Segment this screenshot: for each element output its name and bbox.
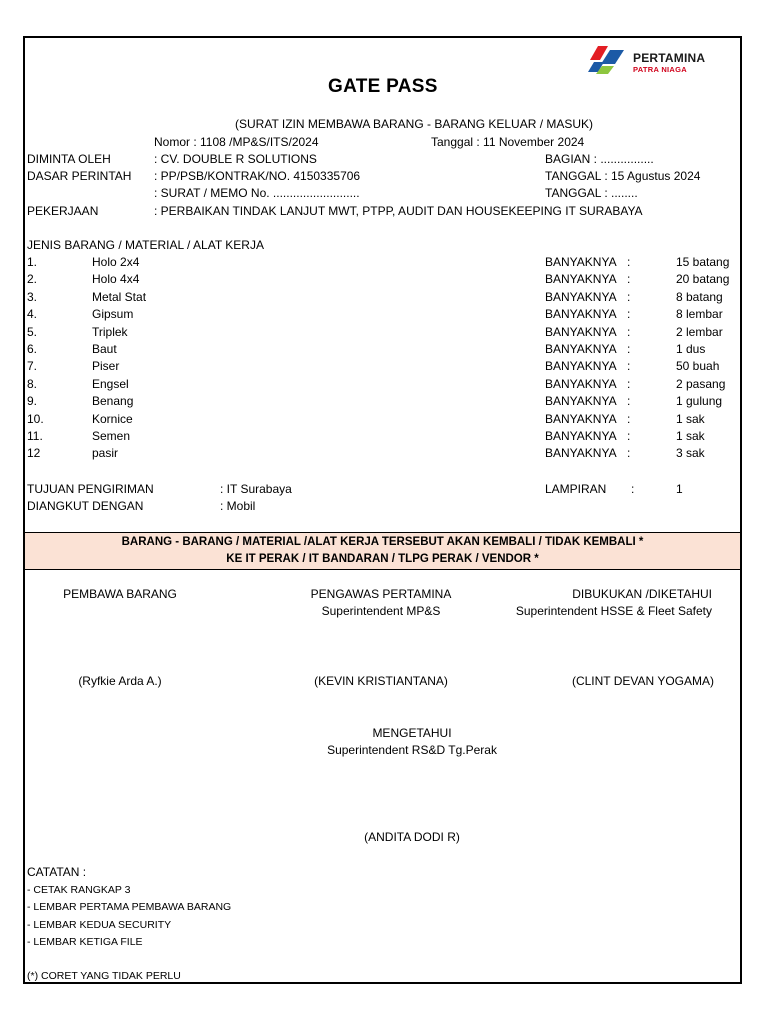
item-quantity: 1 dus <box>676 342 706 356</box>
return-notice <box>25 532 740 570</box>
pertamina-logo <box>588 44 718 78</box>
mengetahui-title: MENGETAHUI <box>372 726 452 740</box>
item-quantity: 50 buah <box>676 359 720 374</box>
footnote: (*) CORET YANG TIDAK PERLU <box>27 970 181 982</box>
tujuan-label: TUJUAN PENGIRIMAN <box>27 482 154 496</box>
qty-label: BANYAKNYA <box>545 446 617 461</box>
qty-colon: : <box>627 359 631 374</box>
document-number: Nomor : 1108 /MP&S/ITS/2024 <box>154 135 319 149</box>
logo-sub: PATRA NIAGA <box>633 65 687 74</box>
tanggal-dasar: TANGGAL : 15 Agustus 2024 <box>545 169 701 183</box>
pengawas-name: (KEVIN KRISTIANTANA) <box>314 674 448 688</box>
item-quantity: 1 gulung <box>676 394 723 409</box>
item-number: 3. <box>27 289 38 304</box>
item-name: Triplek <box>92 324 128 339</box>
item-name: Metal Stat <box>92 289 147 304</box>
item-number: 4. <box>27 307 38 322</box>
item-quantity: 1 sak <box>676 411 705 426</box>
gate-pass-form <box>23 36 742 984</box>
item-quantity: 3 sak <box>676 446 705 461</box>
dasar-value: : PP/PSB/KONTRAK/NO. 4150335706 <box>154 169 361 183</box>
diminta-value: : CV. DOUBLE R SOLUTIONS <box>154 152 317 166</box>
qty-colon: : <box>627 446 631 461</box>
item-quantity: 8 batang <box>676 289 723 304</box>
item-number: 6. <box>27 342 38 356</box>
qty-colon: : <box>627 376 631 391</box>
item-number: 1. <box>27 255 38 269</box>
note-line: - CETAK RANGKAP 3 <box>27 884 131 896</box>
diminta-label: DIMINTA OLEH <box>27 152 111 166</box>
qty-label: BANYAKNYA <box>545 359 617 374</box>
item-name: pasir <box>92 446 119 461</box>
pekerjaan-value: : PERBAIKAN TINDAK LANJUT MWT, PTPP, AUDIT DAN HOUSEKEEPING IT SURABAYA <box>154 204 643 218</box>
item-name: Kornice <box>92 411 133 426</box>
qty-label: BANYAKNYA <box>545 289 617 304</box>
item-name: Gipsum <box>92 307 134 322</box>
note-line: - LEMBAR KETIGA FILE <box>27 936 143 948</box>
pertamina-logo-icon <box>588 44 630 74</box>
item-name: Semen <box>92 429 131 443</box>
dibukukan-name: (CLINT DEVAN YOGAMA) <box>571 674 714 688</box>
document-date: Tanggal : 11 November 2024 <box>431 135 585 149</box>
item-number: 10. <box>27 411 44 426</box>
diangkut-label: DIANGKUT DENGAN <box>27 499 144 513</box>
mengetahui-name: (ANDITA DODI R) <box>364 830 460 844</box>
qty-colon: : <box>627 272 631 287</box>
qty-label: BANYAKNYA <box>545 429 617 443</box>
item-name: Piser <box>92 359 120 374</box>
qty-label: BANYAKNYA <box>545 255 617 269</box>
item-number: 9. <box>27 394 38 409</box>
pengawas-role: Superintendent MP&S <box>321 604 441 618</box>
item-number: 12 <box>27 446 41 461</box>
item-quantity: 1 sak <box>676 429 705 443</box>
notice-line-2: KE IT PERAK / IT BANDARAN / TLPG PERAK / VENDOR * <box>226 553 539 565</box>
qty-label: BANYAKNYA <box>545 411 617 426</box>
item-name: Engsel <box>92 376 129 391</box>
dibukukan-title: DIBUKUKAN /DIKETAHUI <box>572 587 712 601</box>
pembawa-title: PEMBAWA BARANG <box>63 587 177 601</box>
pengawas-title: PENGAWAS PERTAMINA <box>310 587 452 601</box>
subtitle: (SURAT IZIN MEMBAWA BARANG - BARANG KELUAR / MASUK) <box>235 117 594 131</box>
qty-label: BANYAKNYA <box>545 342 617 356</box>
lampiran-colon: : <box>631 482 635 496</box>
qty-colon: : <box>627 342 631 356</box>
qty-label: BANYAKNYA <box>545 394 617 409</box>
item-name: Baut <box>92 342 117 356</box>
lampiran-value: 1 <box>676 482 683 496</box>
qty-colon: : <box>627 255 631 269</box>
qty-colon: : <box>627 307 631 322</box>
bagian-field: BAGIAN : ................ <box>545 152 654 166</box>
item-quantity: 20 batang <box>676 272 730 287</box>
qty-colon: : <box>627 289 631 304</box>
pembawa-name: (Ryfkie Arda A.) <box>78 674 162 688</box>
item-number: 7. <box>27 359 38 374</box>
surat-memo: : SURAT / MEMO No. .......................... <box>154 186 360 200</box>
qty-colon: : <box>627 411 631 426</box>
item-quantity: 2 lembar <box>676 324 723 339</box>
qty-label: BANYAKNYA <box>545 376 617 391</box>
qty-label: BANYAKNYA <box>545 307 617 322</box>
item-quantity: 2 pasang <box>676 376 726 391</box>
qty-label: BANYAKNYA <box>545 324 617 339</box>
qty-colon: : <box>627 324 631 339</box>
items-header: JENIS BARANG / MATERIAL / ALAT KERJA <box>27 238 264 252</box>
item-number: 8. <box>27 376 38 391</box>
tujuan-value: : IT Surabaya <box>220 482 292 496</box>
pekerjaan-label: PEKERJAAN <box>27 204 99 218</box>
item-quantity: 15 batang <box>676 255 730 269</box>
notice-line-1: BARANG - BARANG / MATERIAL /ALAT KERJA TERSEBUT AKAN KEMBALI / TIDAK KEMBALI * <box>121 536 644 548</box>
diangkut-value: : Mobil <box>220 499 256 513</box>
item-quantity: 8 lembar <box>676 307 723 322</box>
item-number: 2. <box>27 272 38 287</box>
item-name: Benang <box>92 394 134 409</box>
item-name: Holo 4x4 <box>92 272 140 287</box>
qty-colon: : <box>627 394 631 409</box>
qty-label: BANYAKNYA <box>545 272 617 287</box>
logo-name: PERTAMINA <box>633 51 706 65</box>
qty-colon: : <box>627 429 631 443</box>
item-number: 11. <box>27 429 43 443</box>
notes-title: CATATAN : <box>27 865 87 879</box>
note-line: - LEMBAR PERTAMA PEMBAWA BARANG <box>27 901 232 913</box>
tanggal-memo: TANGGAL : ........ <box>545 186 638 200</box>
lampiran-label: LAMPIRAN <box>545 482 607 496</box>
item-name: Holo 2x4 <box>92 255 140 269</box>
dibukukan-role: Superintendent HSSE & Fleet Safety <box>515 604 712 618</box>
dasar-label: DASAR PERINTAH <box>27 169 132 183</box>
item-number: 5. <box>27 324 38 339</box>
page-title: GATE PASS <box>328 76 438 97</box>
mengetahui-role: Superintendent RS&D Tg.Perak <box>327 743 497 757</box>
note-line: - LEMBAR KEDUA SECURITY <box>27 919 172 931</box>
